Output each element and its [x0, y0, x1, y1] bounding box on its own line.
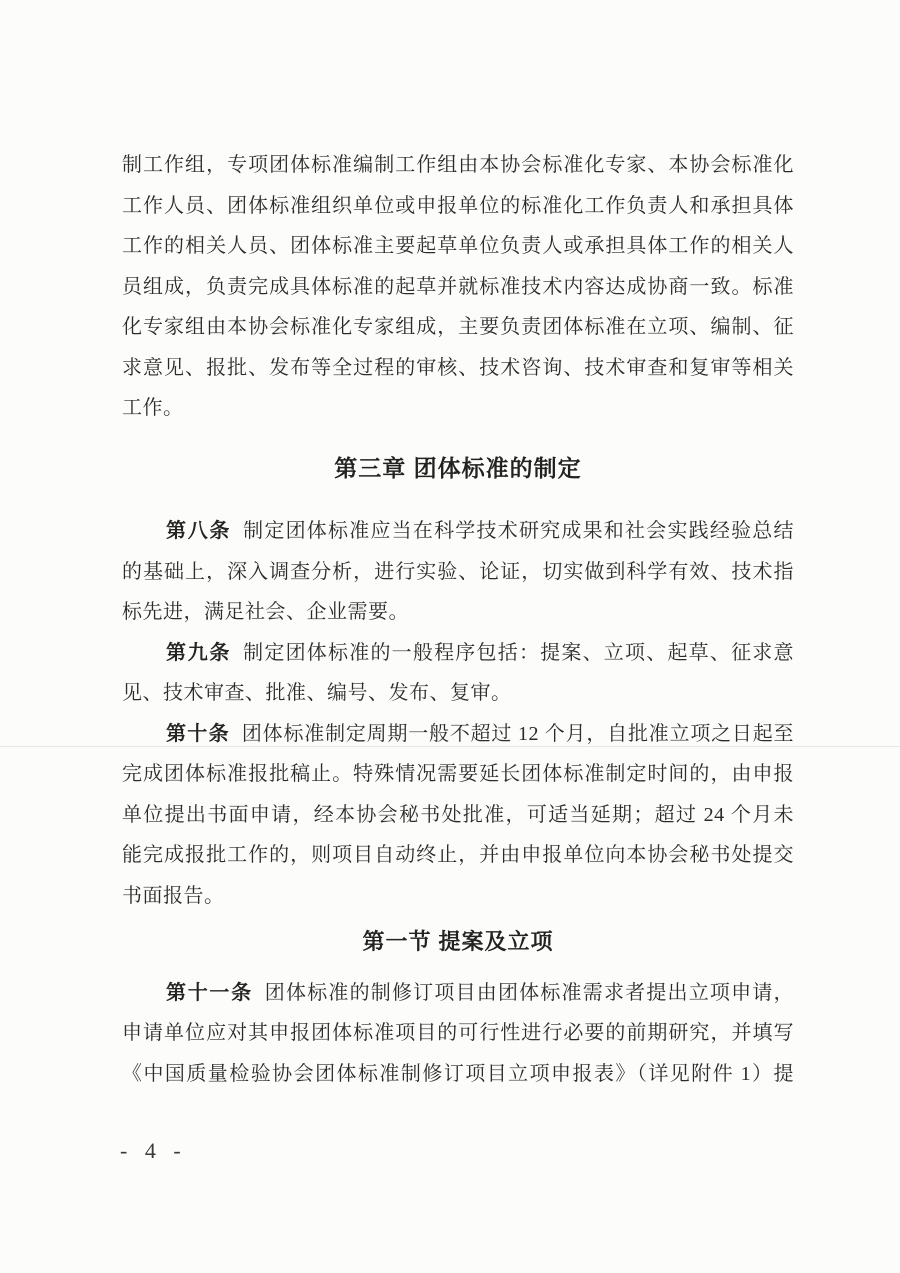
- text-line: 工作。: [122, 397, 184, 419]
- text-line: 完成团体标准报批稿止。特殊情况需要延长团体标准制定时间的，由申报: [122, 763, 794, 785]
- article-number: 第十一条: [166, 981, 253, 1004]
- paragraph: [122, 145, 794, 429]
- article-text: 团体标准的制修订项目由团体标准需求者提出立项申请，: [264, 981, 795, 1004]
- text-line: 的基础上，深入调查分析，进行实验、论证，切实做到科学有效、技术指: [122, 560, 794, 583]
- text-line: [122, 633, 794, 674]
- text-line: 标先进，满足社会、企业需要。: [122, 601, 409, 623]
- article-text: 制定团体标准的一般程序包括：提案、立项、起草、征求意: [243, 641, 795, 664]
- text-line: [122, 714, 794, 755]
- text-line: 员组成，负责完成具体标准的起草并就标准技术内容达成协商一致。标准: [122, 275, 794, 298]
- article-text: 制定团体标准应当在科学技术研究成果和社会实践经验总结: [243, 520, 795, 542]
- article-number: 第八条: [166, 520, 232, 542]
- text-line: 求意见、报批、发布等全过程的审核、技术咨询、技术审查和复审等相关: [122, 356, 794, 379]
- text-line: 《中国质量检验协会团体标准制修订项目立项申报表》（详见附件 1）提: [122, 1062, 794, 1085]
- text-line: 工作的相关人员、团体标准主要起草单位负责人或承担具体工作的相关人: [122, 235, 794, 257]
- article-number: 第九条: [166, 641, 232, 664]
- article-text: 团体标准制定周期一般不超过 12 个月，自批准立项之日起至: [241, 722, 795, 745]
- text-line: 化专家组由本协会标准化专家组成，主要负责团体标准在立项、编制、征: [122, 316, 794, 338]
- text-line: 书面报告。: [122, 884, 225, 907]
- page-number: - 4 -: [120, 1138, 187, 1163]
- paragraph: [122, 973, 794, 1095]
- chapter-heading: 第三章 团体标准的制定: [334, 454, 582, 481]
- text-line: [122, 973, 794, 1014]
- text-line: 见、技术审查、批准、编号、发布、复审。: [122, 682, 512, 704]
- text-line: 制工作组，专项团体标准编制工作组由本协会标准化专家、本协会标准化: [122, 154, 794, 176]
- text-line: 申请单位应对其申报团体标准项目的可行性进行必要的前期研究，并填写: [122, 1022, 794, 1044]
- paragraph: [122, 511, 794, 916]
- text-line: 能完成报批工作的，则项目自动终止，并由申报单位向本协会秘书处提交: [122, 844, 794, 866]
- document-body: [122, 145, 794, 1094]
- section-heading: 第一节 提案及立项: [362, 929, 554, 954]
- article-number: 第十条: [166, 722, 230, 745]
- text-line: [122, 511, 794, 552]
- text-line: 单位提出书面申请，经本协会秘书处批准，可适当延期；超过 24 个月未: [122, 803, 794, 826]
- text-line: 工作人员、团体标准组织单位或申报单位的标准化工作负责人和承担具体: [122, 194, 794, 217]
